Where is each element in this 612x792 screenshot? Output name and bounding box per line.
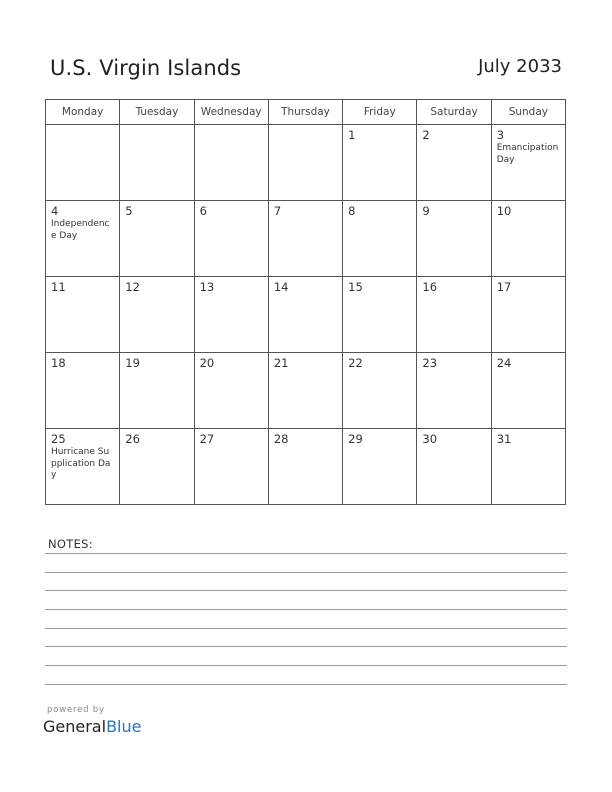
day-number: 25 [51, 432, 66, 446]
weekday-header: Friday [343, 100, 417, 125]
weekday-header: Wednesday [194, 100, 268, 125]
day-number: 8 [348, 204, 356, 218]
powered-by-text: powered by [47, 705, 105, 715]
note-line [45, 665, 567, 666]
day-number: 18 [51, 356, 66, 370]
brand-general: General [43, 717, 107, 736]
day-number: 12 [125, 280, 140, 294]
calendar-day-cell [268, 277, 342, 353]
day-number: 31 [496, 432, 512, 446]
calendar-day-cell [417, 353, 491, 429]
calendar-day-cell [120, 201, 194, 277]
calendar-day-cell [268, 201, 342, 277]
day-number: 19 [125, 356, 140, 370]
calendar-day-cell [120, 125, 194, 201]
day-number: 21 [273, 356, 289, 370]
day-number: 23 [422, 356, 438, 370]
calendar-day-cell [491, 353, 565, 429]
day-number: 2 [422, 128, 430, 142]
calendar-day-cell [491, 277, 565, 353]
calendar-body [46, 125, 566, 505]
calendar-week-row [46, 125, 566, 201]
calendar-day-cell [194, 429, 268, 505]
holiday-label: Independence Day [51, 219, 110, 241]
calendar-day-cell [491, 429, 565, 505]
month-label: July 2033 [478, 56, 562, 77]
calendar-day-cell [417, 277, 491, 353]
day-number: 20 [199, 356, 215, 370]
calendar-day-cell [194, 353, 268, 429]
weekday-header: Tuesday [120, 100, 194, 125]
note-line [45, 646, 567, 647]
day-number: 5 [125, 204, 133, 218]
generalblue-logo [43, 717, 141, 736]
note-line [45, 590, 567, 591]
calendar-day-cell [120, 353, 194, 429]
calendar-week-row [46, 353, 566, 429]
calendar-day-cell [417, 429, 491, 505]
day-number: 22 [348, 356, 363, 370]
calendar-day-cell [46, 201, 120, 277]
day-number: 11 [51, 280, 66, 294]
calendar-day-cell [194, 277, 268, 353]
calendar-day-cell [268, 429, 342, 505]
calendar-day-cell [120, 277, 194, 353]
calendar-day-cell [343, 125, 417, 201]
calendar-day-cell [46, 125, 120, 201]
calendar-day-cell [194, 201, 268, 277]
day-number: 28 [273, 432, 289, 446]
calendar-day-cell [343, 353, 417, 429]
weekday-header: Monday [46, 100, 120, 125]
day-number: 6 [199, 204, 207, 218]
weekday-header: Thursday [268, 100, 342, 125]
day-number: 29 [348, 432, 363, 446]
holiday-label: Hurricane Supplication Day [51, 447, 111, 480]
note-line [45, 553, 567, 554]
calendar-week-row [46, 429, 566, 505]
calendar-day-cell [343, 429, 417, 505]
day-number: 7 [273, 204, 282, 218]
page-title: U.S. Virgin Islands [50, 56, 242, 80]
weekday-header: Sunday [491, 100, 565, 125]
day-number: 16 [422, 280, 438, 294]
calendar-day-cell [268, 125, 342, 201]
day-number: 13 [199, 280, 215, 294]
day-number: 30 [422, 432, 438, 446]
calendar-day-cell [343, 201, 417, 277]
calendar-week-row [46, 201, 566, 277]
day-number: 9 [422, 204, 430, 218]
weekday-header: Saturday [417, 100, 491, 125]
calendar-day-cell [46, 277, 120, 353]
calendar-week-row [46, 277, 566, 353]
calendar-day-cell [120, 429, 194, 505]
weekday-header-row [46, 100, 566, 125]
calendar-day-cell [491, 125, 565, 201]
day-number: 10 [496, 204, 512, 218]
calendar-day-cell [46, 353, 120, 429]
calendar-grid [45, 99, 566, 505]
day-number: 15 [348, 280, 363, 294]
day-number: 4 [51, 204, 59, 218]
calendar-day-cell [417, 201, 491, 277]
calendar-day-cell [268, 353, 342, 429]
day-number: 27 [199, 432, 215, 446]
brand-blue: Blue [106, 717, 142, 736]
note-line [45, 609, 567, 610]
day-number: 1 [348, 128, 356, 142]
day-number: 26 [125, 432, 140, 446]
calendar-day-cell [491, 201, 565, 277]
calendar-day-cell [343, 277, 417, 353]
notes-label: NOTES: [48, 537, 93, 551]
day-number: 24 [496, 356, 512, 370]
note-line [45, 684, 567, 685]
holiday-label: Emancipation Day [496, 143, 559, 165]
calendar-day-cell [417, 125, 491, 201]
day-number: 14 [273, 280, 289, 294]
calendar-day-cell [46, 429, 120, 505]
day-number: 17 [496, 280, 512, 294]
note-line [45, 628, 567, 629]
calendar-day-cell [194, 125, 268, 201]
note-line [45, 572, 567, 573]
day-number: 3 [496, 128, 505, 142]
